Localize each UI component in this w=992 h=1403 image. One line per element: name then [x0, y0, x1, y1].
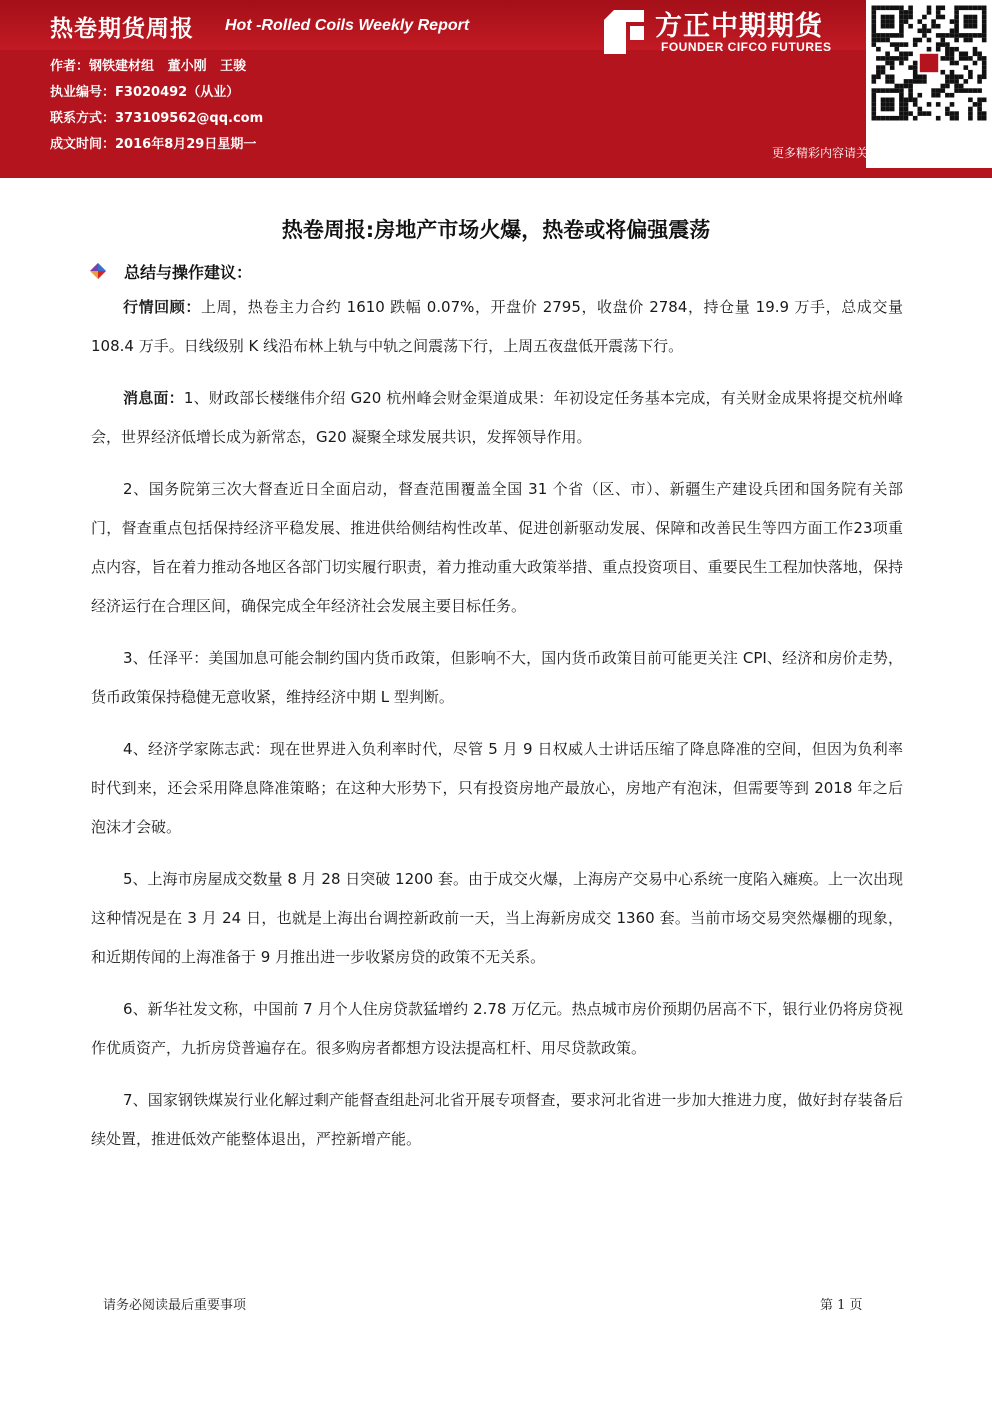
- date-value: 2016年8月29日星期一: [115, 137, 257, 152]
- paragraph: [91, 730, 903, 847]
- paragraph-lead: 消息面：: [123, 389, 184, 407]
- paragraph-text: 3、任泽平：美国加息可能会制约国内货币政策，但影响不大，国内货币政策目前可能更关注 CPI、经济和房价走势，货币政策保持稳健无意收紧，维持经济中期 L 型判断。: [91, 649, 903, 706]
- paragraph: [91, 288, 903, 366]
- paragraph-text: 2、国务院第三次大督查近日全面启动，督查范围覆盖全国 31 个省（区、市）、新疆生产建设兵团和国务院有关部门，督查重点包括保持经济平稳发展、推进供给侧结构性改革、促进创新驱动发展、保障和改善民生等四方面工作23项重点内容，旨在着力推动各地区各部门切实履行职责，着力推动重大政策举措、重点投资项目、重要民生工程加快落地，保持经济运行在合理区间，确保完成全年经济社会发展主要目标任务。: [91, 480, 903, 615]
- section-heading: [90, 259, 252, 283]
- diamond-bullet-icon: [90, 263, 106, 279]
- report-title-en: Hot -Rolled Coils Weekly Report: [225, 17, 470, 34]
- contact-value: 373109562@qq.com: [115, 111, 264, 126]
- author-label: 作者：: [50, 59, 90, 74]
- license-value: F3020492（从业）: [115, 85, 240, 100]
- contact-label: 联系方式：: [50, 111, 116, 126]
- company-logo-cn: 方正中期期货: [655, 11, 823, 42]
- qr-code-icon: [866, 0, 992, 126]
- report-title-cn: 热卷期货周报: [50, 16, 194, 42]
- license-label: 执业编号：: [50, 85, 116, 100]
- company-logo-en: FOUNDER CIFCO FUTURES: [661, 40, 832, 54]
- paragraph: [91, 990, 903, 1068]
- document-title: 热卷周报:房地产市场火爆，热卷或将偏强震荡: [281, 218, 711, 242]
- page-number: 第 1 页: [820, 1298, 863, 1313]
- paragraph-text: 5、上海市房屋成交数量 8 月 28 日突破 1200 套。由于成交火爆，上海房产交易中心系统一度陷入瘫痪。上一次出现这种情况是在 3 月 24 日，也就是上海出台调控新政前一天，当上海新房成交 1360 套。当前市场交易突然爆棚的现象，和近期传闻的上海准备于 9 月推出进一步收紧房贷的政策不无关系。: [91, 870, 903, 966]
- paragraph-text: 7、国家钢铁煤炭行业化解过剩产能督查组赴河北省开展专项督查，要求河北省进一步加大推进力度，做好封存装备后续处置，推进低效产能整体退出，严控新增产能。: [91, 1091, 903, 1148]
- section-title: 总结与操作建议：: [124, 262, 253, 282]
- paragraph-text: 上周，热卷主力合约 1610 跌幅 0.07%，开盘价 2795，收盘价 2784，持仓量 19.9 万手，总成交量 108.4 万手。日线级别 K 线沿布林上轨与中轨之间震荡下行，上周五夜盘低开震荡下行。: [91, 298, 903, 355]
- contact-line: [50, 107, 263, 126]
- author-value: 钢铁建材组 董小刚 王骏: [89, 59, 247, 74]
- author-line: [50, 55, 246, 74]
- paragraph-text: 1、财政部长楼继伟介绍 G20 杭州峰会财金渠道成果：年初设定任务基本完成，有关财金成果将提交杭州峰会，世界经济低增长成为新常态，G20 凝聚全球发展共识，发挥领导作用。: [91, 389, 903, 446]
- date-label: 成文时间：: [50, 137, 116, 152]
- paragraph: [91, 379, 903, 457]
- paragraph: [91, 860, 903, 977]
- footer-notice: 请务必阅读最后重要事项: [103, 1298, 247, 1313]
- date-line: [50, 133, 256, 152]
- report-body: [91, 288, 903, 1172]
- paragraph-text: 6、新华社发文称，中国前 7 月个人住房贷款猛增约 2.78 万亿元。热点城市房价预期仍居高不下，银行业仍将房贷视作优质资产，九折房贷普遍存在。很多购房者都想方设法提高杠杆、用尽贷款政策。: [91, 1000, 903, 1057]
- paragraph-text: 4、经济学家陈志武：现在世界进入负利率时代，尽管 5 月 9 日权威人士讲话压缩了降息降准的空间，但因为负利率时代到来，还会采用降息降准策略；在这种大形势下，只有投资房地产最放心，房地产有泡沫，但需要等到 2018 年之后泡沫才会破。: [91, 740, 903, 836]
- paragraph: [91, 639, 903, 717]
- paragraph: [91, 470, 903, 626]
- arrow-up-icon: [976, 136, 990, 158]
- follow-note: 更多精彩内容请关注方正中期官方微信: [771, 146, 976, 160]
- paragraph: [91, 1081, 903, 1159]
- paragraph-lead: 行情回顾：: [123, 298, 201, 316]
- license-line: [50, 81, 239, 100]
- founder-logo-icon: [604, 10, 644, 54]
- header-bottom-stripe: [0, 168, 992, 178]
